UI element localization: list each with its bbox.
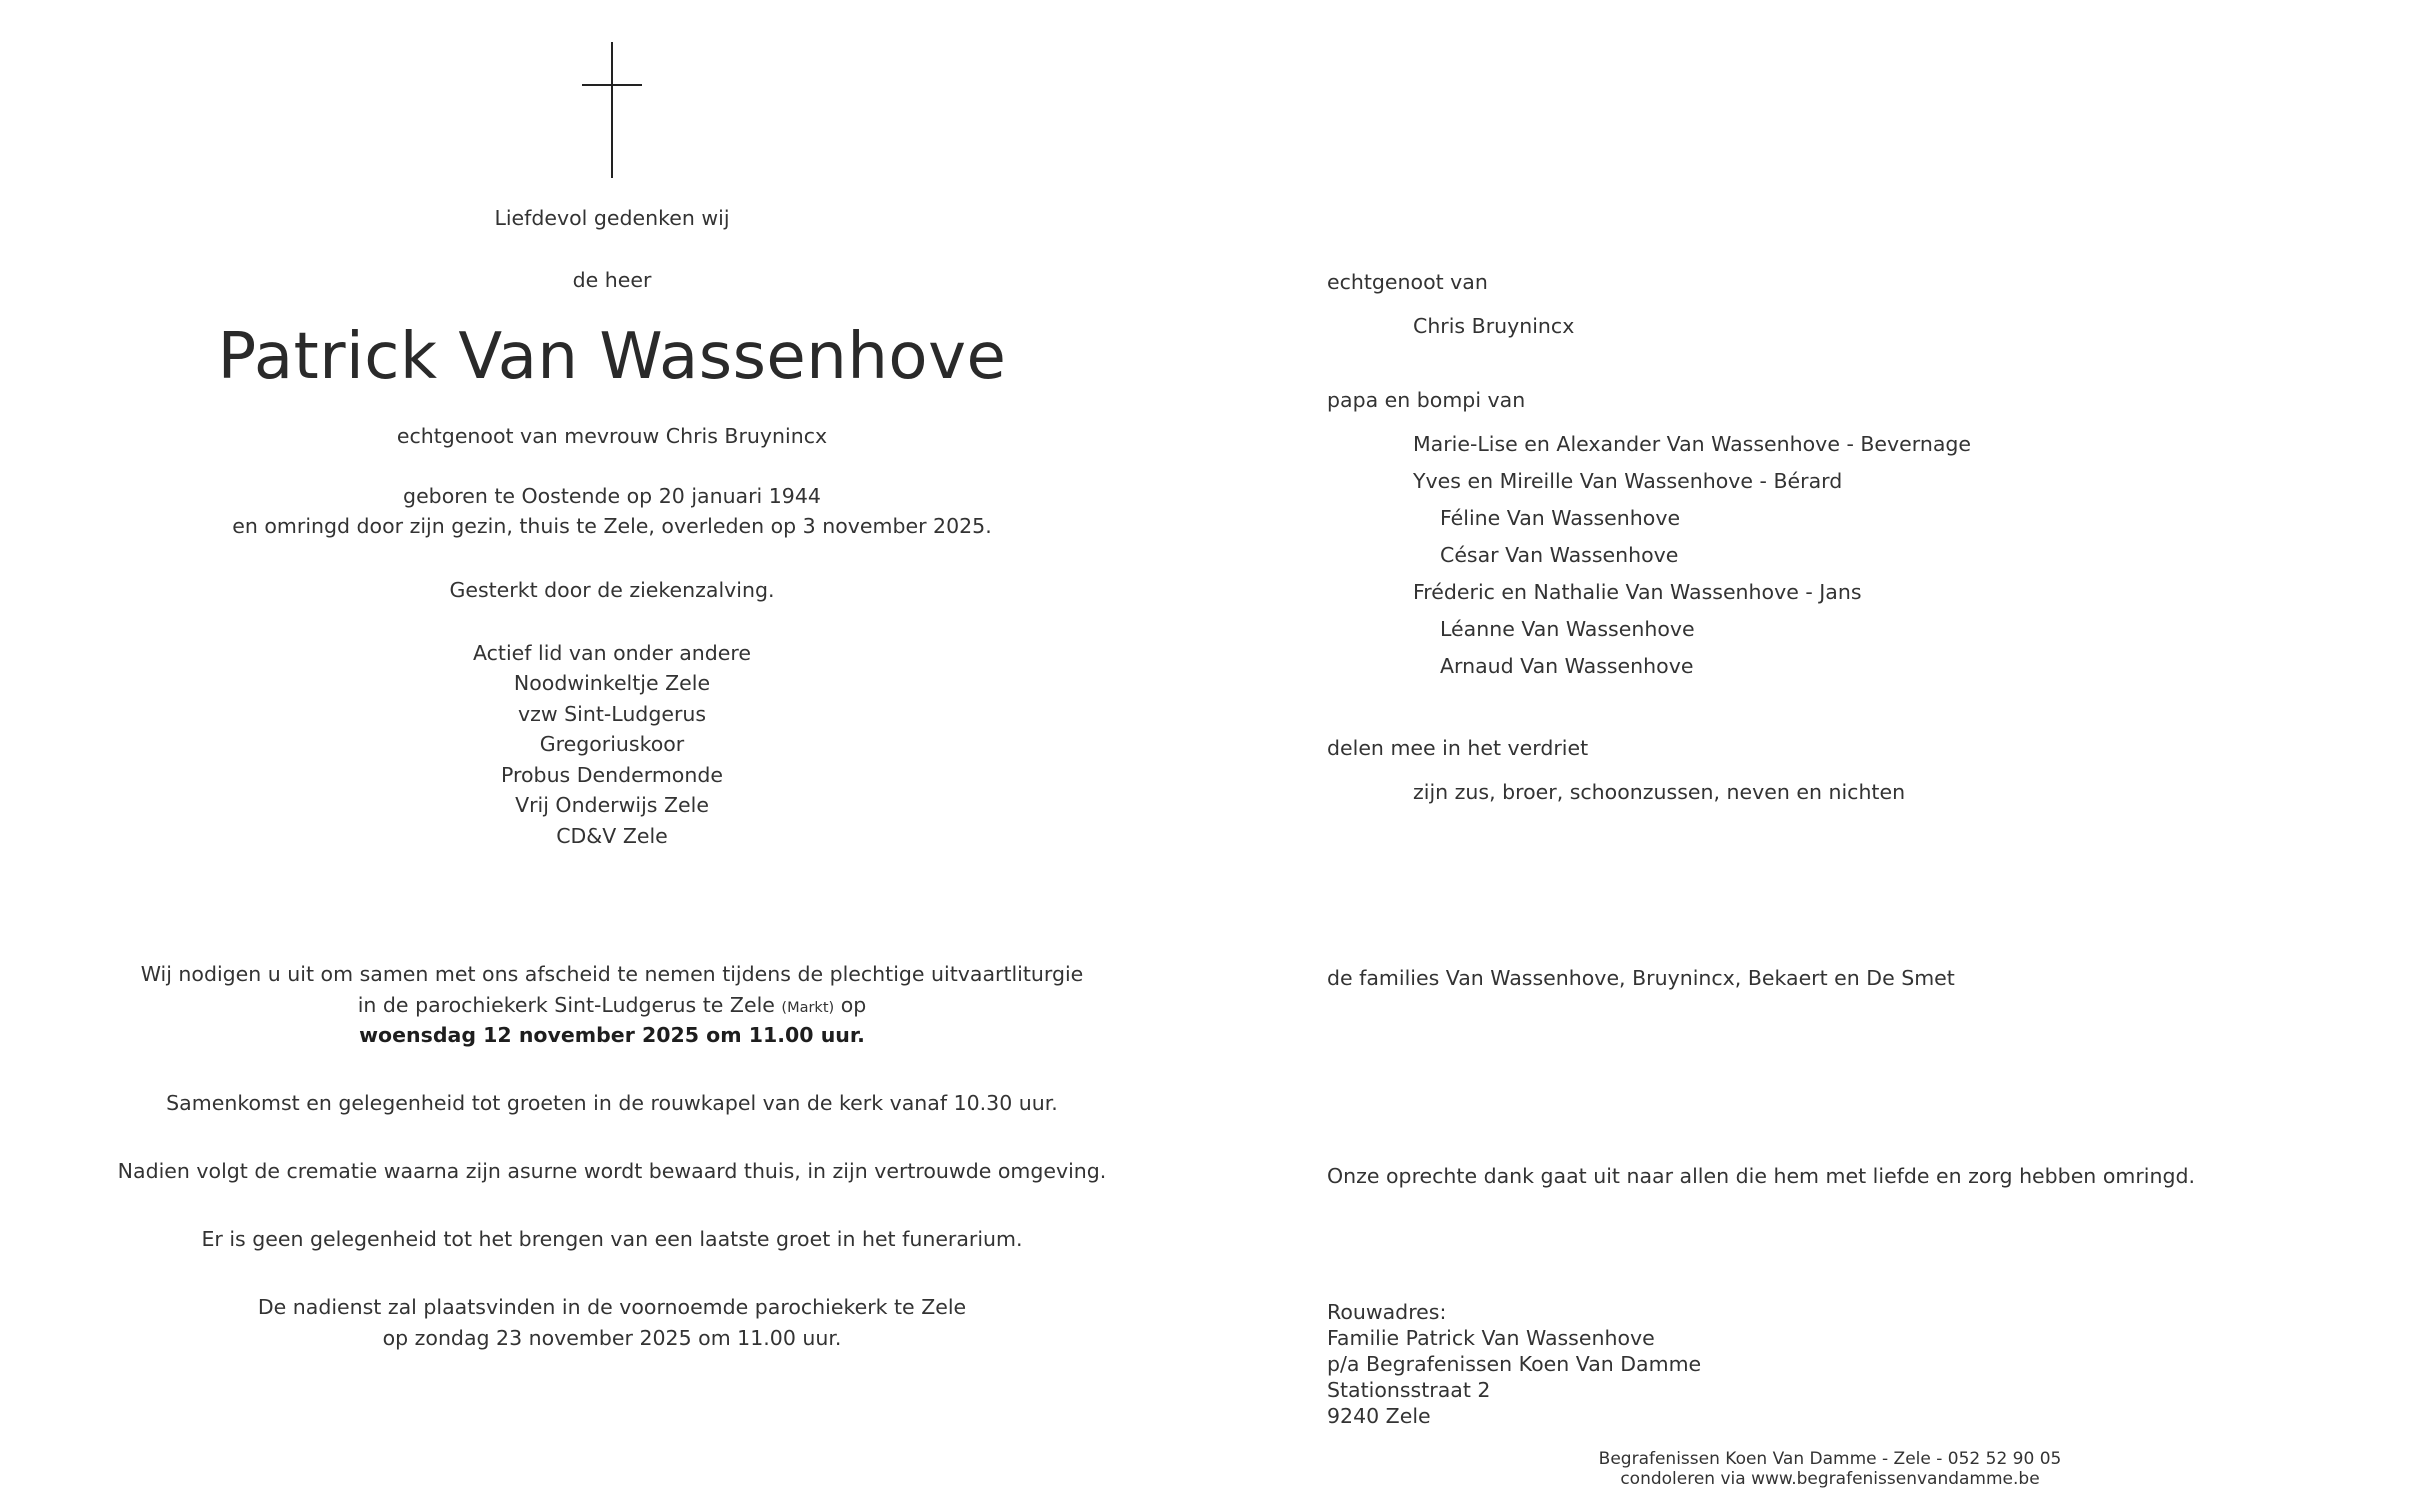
family-member: César Van Wassenhove: [1440, 543, 1679, 567]
death-line: en omringd door zijn gezin, thuis te Zele, overleden op 3 november 2025.: [232, 514, 992, 538]
funeral-date: woensdag 12 november 2025 om 11.00 uur.: [359, 1023, 865, 1047]
invitation-line-1: Wij nodigen u uit om samen met ons afscheid te nemen tijdens de plechtige uitvaartliturgie: [140, 962, 1084, 986]
address-line: Stationsstraat 2: [1327, 1378, 1491, 1402]
memorial-line-2: op zondag 23 november 2025 om 11.00 uur.: [382, 1326, 842, 1350]
funerarium-line: Er is geen gelegenheid tot het brengen van een laatste groet in het funerarium.: [201, 1227, 1023, 1251]
grief-heading: delen mee in het verdriet: [1327, 736, 1589, 760]
membership-item: Noodwinkeltje Zele: [513, 671, 711, 695]
footer-website: condoleren via www.begrafenissenvandamme.be: [1620, 1469, 2040, 1489]
honorific: de heer: [572, 268, 652, 292]
sacrament-line: Gesterkt door de ziekenzalving.: [449, 578, 775, 602]
spouse-line: echtgenoot van mevrouw Chris Bruynincx: [396, 424, 828, 448]
family-member: Fréderic en Nathalie Van Wassenhove - Jans: [1413, 580, 1862, 604]
footer-company: Begrafenissen Koen Van Damme - Zele - 052 52 90 05: [1598, 1449, 2062, 1469]
membership-item: Vrij Onderwijs Zele: [515, 793, 709, 817]
membership-item: Gregoriuskoor: [539, 732, 685, 756]
membership-item: Probus Dendermonde: [501, 763, 723, 787]
family-member: Yves en Mireille Van Wassenhove - Bérard: [1413, 469, 1843, 493]
church-text-suffix: op: [840, 993, 867, 1017]
address-line: p/a Begrafenissen Koen Van Damme: [1327, 1352, 1702, 1376]
membership-item: vzw Sint-Ludgerus: [517, 702, 707, 726]
church-text: in de parochiekerk Sint-Ludgerus te Zele: [357, 993, 775, 1017]
deceased-name: Patrick Van Wassenhove: [217, 320, 1007, 394]
church-location-note: (Markt): [781, 1000, 835, 1016]
membership-item: CD&V Zele: [556, 824, 668, 848]
family-member: Marie-Lise en Alexander Van Wassenhove - Bevernage: [1413, 432, 1972, 456]
intro-text: Liefdevol gedenken wij: [494, 206, 730, 230]
family-heading: papa en bompi van: [1327, 388, 1526, 412]
address-line: Familie Patrick Van Wassenhove: [1327, 1326, 1655, 1350]
family-member: Arnaud Van Wassenhove: [1440, 654, 1694, 678]
memorial-line-1: De nadienst zal plaatsvinden in de voornoemde parochiekerk te Zele: [257, 1295, 967, 1319]
invitation-line-2: [358, 993, 867, 1017]
membership-intro: Actief lid van onder andere: [472, 641, 752, 665]
relatives-line: zijn zus, broer, schoonzussen, neven en nichten: [1413, 780, 1906, 804]
address-label: Rouwadres:: [1327, 1300, 1447, 1324]
spouse-heading: echtgenoot van: [1327, 270, 1488, 294]
thanks-line: Onze oprechte dank gaat uit naar allen die hem met liefde en zorg hebben omringd.: [1327, 1164, 2195, 1188]
spouse-name: Chris Bruynincx: [1413, 314, 1575, 338]
family-member: Féline Van Wassenhove: [1440, 506, 1681, 530]
families-line: de families Van Wassenhove, Bruynincx, Bekaert en De Smet: [1327, 966, 1955, 990]
address-line: 9240 Zele: [1327, 1404, 1431, 1428]
cremation-line: Nadien volgt de crematie waarna zijn asurne wordt bewaard thuis, in zijn vertrouwde omgeving.: [117, 1159, 1107, 1183]
birth-line: geboren te Oostende op 20 januari 1944: [403, 484, 821, 508]
gathering-line: Samenkomst en gelegenheid tot groeten in de rouwkapel van de kerk vanaf 10.30 uur.: [166, 1091, 1058, 1115]
family-member: Léanne Van Wassenhove: [1440, 617, 1695, 641]
